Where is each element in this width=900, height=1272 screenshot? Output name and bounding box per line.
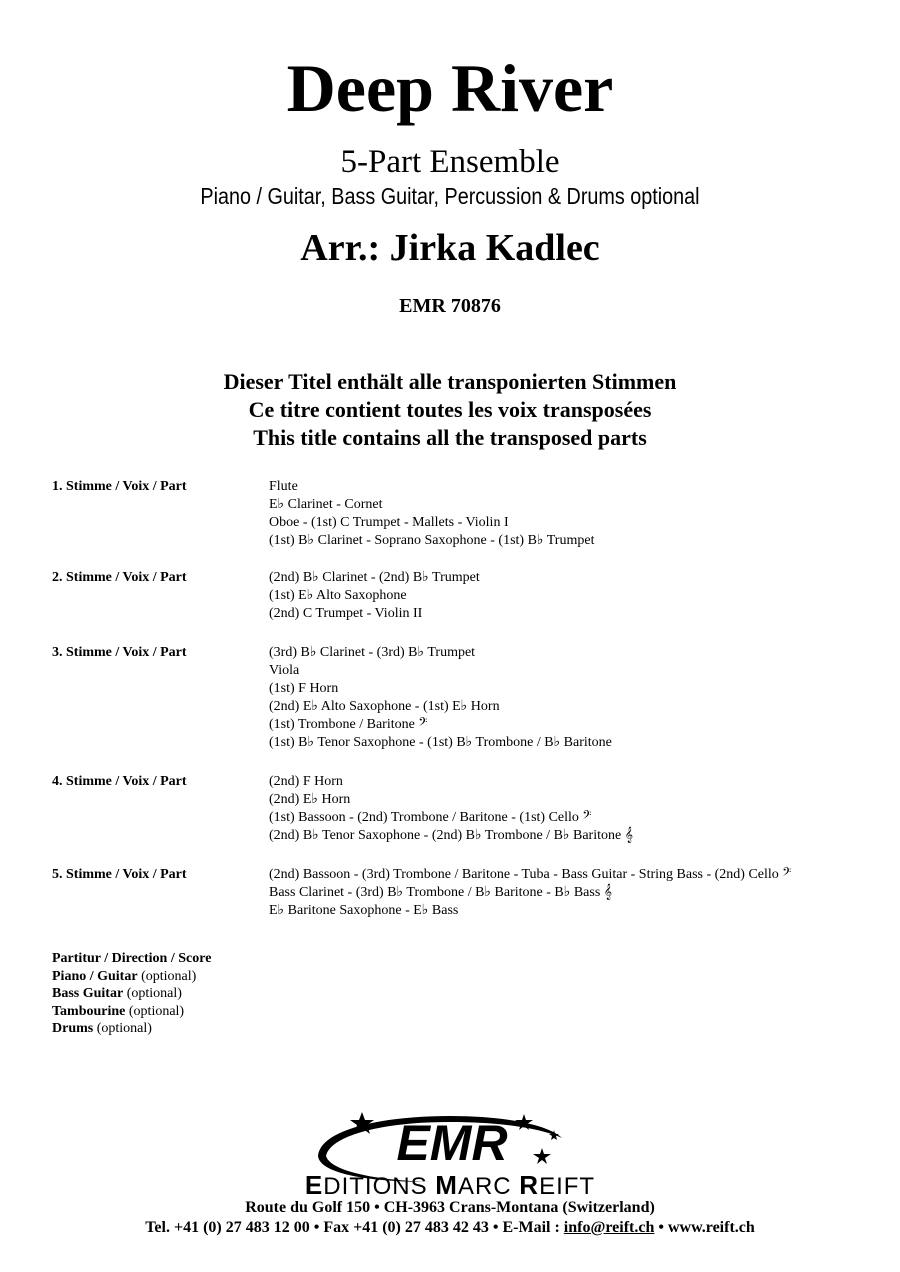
part-5-label: 5. Stimme / Voix / Part xyxy=(52,867,187,882)
instrument-line: Oboe - (1st) C Trumpet - Mallets - Violin I xyxy=(269,515,509,530)
instrument-line: (2nd) Bassoon - (3rd) Trombone / Baritone - Tuba - Bass Guitar - String Bass - (2nd) Cello 𝄢 xyxy=(269,867,792,882)
instrument-line: (1st) F Horn xyxy=(269,681,339,696)
publisher-name-initial: E xyxy=(304,1170,324,1200)
instrument-line: Bass Clarinet - (3rd) B♭ Trombone / B♭ Baritone - B♭ Bass 𝄞 xyxy=(269,885,613,900)
publisher-address: Route du Golf 150 • CH-3963 Crans-Montana (Switzerland) xyxy=(245,1199,655,1216)
instrument-line: (1st) Bassoon - (2nd) Trombone / Baritone - (1st) Cello 𝄢 xyxy=(269,810,592,825)
instrument-line: Viola xyxy=(269,663,300,678)
publisher-name-part: EIFT xyxy=(539,1173,596,1200)
notice-english: This title contains all the transposed parts xyxy=(253,425,647,450)
part-2-label: 2. Stimme / Voix / Part xyxy=(52,570,187,585)
instrument-line: (1st) Trombone / Baritone 𝄢 xyxy=(269,717,428,732)
subtitle: 5-Part Ensemble xyxy=(340,144,560,180)
bass-guitar-label: Bass Guitar xyxy=(52,986,124,1001)
star-icon xyxy=(533,1148,551,1164)
instrumentation: Piano / Guitar, Bass Guitar, Percussion & Drums optional xyxy=(200,183,700,209)
part-3-instruments xyxy=(269,644,612,752)
instrument-line: (2nd) B♭ Clarinet - (2nd) B♭ Trumpet xyxy=(269,570,480,585)
drums-line xyxy=(52,1020,211,1038)
page-title: Deep River xyxy=(286,50,614,126)
instrument-line: (2nd) B♭ Tenor Saxophone - (2nd) B♭ Trombone / B♭ Baritone 𝄞 xyxy=(269,828,633,843)
instrument-line: (2nd) E♭ Alto Saxophone - (1st) E♭ Horn xyxy=(269,699,500,714)
optional-note: (optional) xyxy=(128,1003,185,1019)
piano-guitar-line xyxy=(52,968,211,986)
part-5-instruments xyxy=(269,866,791,920)
email-link[interactable]: info@reift.ch xyxy=(563,1219,655,1236)
instrument-line: (2nd) E♭ Horn xyxy=(269,792,351,807)
catalog-number: EMR 70876 xyxy=(399,295,501,317)
part-3-label: 3. Stimme / Voix / Part xyxy=(52,645,187,660)
website-link[interactable]: • www.reift.ch xyxy=(654,1219,755,1236)
optional-note: (optional) xyxy=(141,968,197,984)
part-1-instruments xyxy=(269,478,594,550)
score-line xyxy=(52,950,211,968)
instrument-line: E♭ Baritone Saxophone - E♭ Bass xyxy=(269,903,459,918)
arranger: Arr.: Jirka Kadlec xyxy=(300,227,600,269)
additional-parts xyxy=(52,950,211,1038)
optional-note: (optional) xyxy=(96,1021,152,1036)
drums-label: Drums xyxy=(52,1021,94,1036)
notice-french: Ce titre contient toutes les voix transposées xyxy=(248,397,652,422)
instrument-line: (1st) E♭ Alto Saxophone xyxy=(269,588,407,603)
piano-guitar-label: Piano / Guitar xyxy=(52,968,138,984)
instrument-line: (3rd) B♭ Clarinet - (3rd) B♭ Trumpet xyxy=(269,645,476,660)
instrument-line: (2nd) C Trumpet - Violin II xyxy=(269,606,423,621)
instrument-line: E♭ Clarinet - Cornet xyxy=(269,497,383,512)
publisher-name-part: DITIONS xyxy=(323,1173,436,1200)
logo-text: EMR xyxy=(396,1115,508,1171)
tambourine-line xyxy=(52,1003,211,1021)
bass-guitar-line xyxy=(52,985,211,1003)
part-2-instruments xyxy=(269,569,480,623)
part-4-instruments xyxy=(269,773,633,845)
tambourine-label: Tambourine xyxy=(52,1003,126,1019)
publisher-name-initial: R xyxy=(519,1170,540,1200)
publisher-name-initial: M xyxy=(435,1170,458,1200)
instrument-line: (1st) B♭ Tenor Saxophone - (1st) B♭ Trombone / B♭ Baritone xyxy=(269,735,612,750)
instrument-line: (1st) B♭ Clarinet - Soprano Saxophone - (1st) B♭ Trumpet xyxy=(269,533,595,548)
part-4-label: 4. Stimme / Voix / Part xyxy=(52,774,187,789)
instrument-line: Flute xyxy=(269,479,298,494)
part-1-label: 1. Stimme / Voix / Part xyxy=(52,479,187,494)
publisher-contact xyxy=(0,1218,900,1238)
publisher-name-part: ARC xyxy=(457,1173,520,1200)
contact-phone-fax: Tel. +41 (0) 27 483 12 00 • Fax +41 (0) 27 483 42 43 • E-Mail : xyxy=(145,1219,564,1236)
score-label: Partitur / Direction / Score xyxy=(52,951,212,966)
notice-german: Dieser Titel enthält alle transponierten Stimmen xyxy=(223,369,677,394)
instrument-line: (2nd) F Horn xyxy=(269,774,343,789)
publisher-name xyxy=(0,1172,900,1200)
optional-note: (optional) xyxy=(126,986,182,1001)
